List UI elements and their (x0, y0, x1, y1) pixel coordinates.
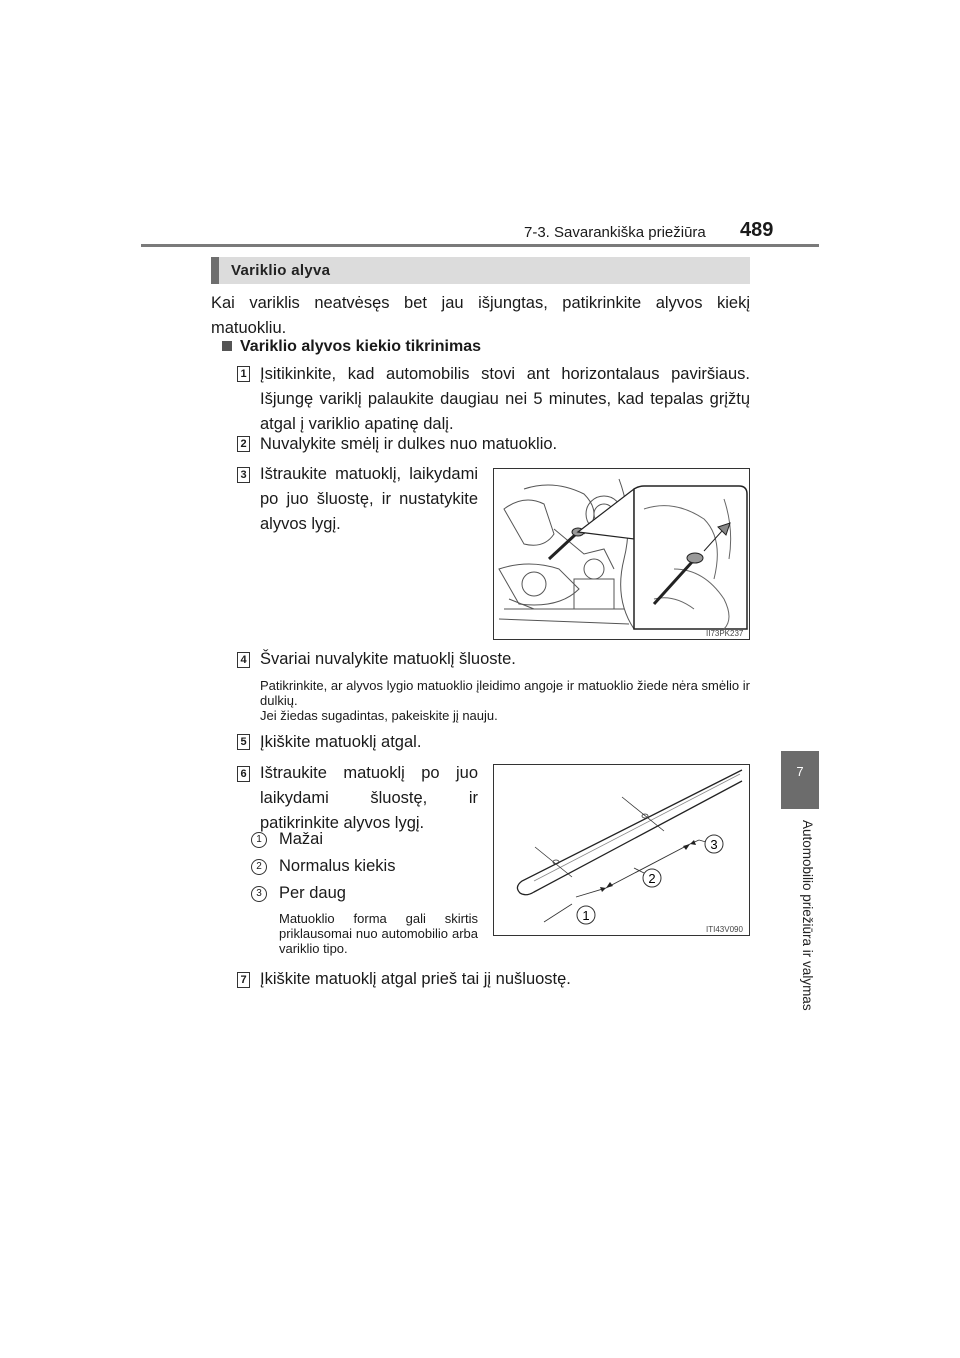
figure-code: II73PK237 (706, 629, 744, 638)
level-label: Mažai (279, 830, 324, 848)
step-number: 3 (237, 467, 250, 483)
level-number: 2 (251, 859, 267, 875)
level-number: 3 (251, 886, 267, 902)
step-text: Švariai nuvalykite matuoklį šluoste. (260, 650, 516, 668)
callout-label: 3 (710, 837, 718, 852)
chapter-title: Automobilio priežiūra ir valymas (800, 820, 815, 1011)
step-number: 7 (237, 972, 250, 988)
level-label: Normalus kiekis (279, 857, 396, 875)
step-text: Ištraukite matuoklį po juo laikydami šluostę, ir patikrinkite alyvos lygį. (260, 764, 478, 832)
step-number: 5 (237, 734, 250, 750)
step-text: Ištraukite matuoklį, laikydami po juo šluostę, ir nustatykite alyvos lygį. (260, 465, 478, 533)
figure-code: ITI43V090 (706, 925, 743, 934)
level-label: Per daug (279, 884, 346, 902)
step-text: Įsitikinkite, kad automobilis stovi ant horizontalaus paviršiaus. Išjungę variklį palaukite daugiau nei 5 minutes, kad tepalas grįžtų atgal į variklio apatinę dalį. (260, 365, 750, 433)
chapter-tab (781, 751, 819, 809)
square-bullet-icon (222, 341, 232, 351)
step-text: Įkiškite matuoklį atgal prieš tai jį nušluostę. (260, 970, 571, 988)
step-number: 4 (237, 652, 250, 668)
dipstick-note: Matuoklio forma gali skirtis priklausomai nuo automobilio arba variklio tipo. (279, 911, 478, 956)
step-text: Įkiškite matuoklį atgal. (260, 733, 422, 751)
intro-paragraph: Kai variklis neatvėsęs bet jau išjungtas, patikrinkite alyvos kiekį matuokliu. (211, 294, 750, 337)
engine-illustration (494, 469, 749, 639)
subsection-heading-text: Variklio alyvos kiekio tikrinimas (240, 338, 482, 355)
page-number: 489 (740, 219, 774, 241)
section-heading-text: Variklio alyva (231, 262, 331, 279)
engine-dipstick-figure (493, 468, 750, 640)
step-number: 1 (237, 366, 250, 382)
step-number: 6 (237, 766, 250, 782)
step-number: 2 (237, 436, 250, 452)
level-number: 1 (251, 832, 267, 848)
subsection-heading (222, 338, 481, 356)
step-note: Patikrinkite, ar alyvos lygio matuoklio įleidimo angoje ir matuoklio žiede nėra smėlio ir dulkių. Jei žiedas sugadintas, pakeiskite jį nauju. (260, 678, 750, 723)
section-heading (211, 257, 750, 284)
chapter-number: 7 (796, 764, 804, 779)
section-breadcrumb: 7-3. Savarankiška priežiūra (524, 224, 706, 241)
step-text: Nuvalykite smėlį ir dulkes nuo matuoklio. (260, 435, 558, 453)
header-rule (141, 244, 819, 247)
dipstick-illustration (494, 765, 749, 935)
callout-label: 1 (582, 908, 590, 923)
dipstick-level-figure (493, 764, 750, 936)
callout-label: 2 (648, 871, 656, 886)
